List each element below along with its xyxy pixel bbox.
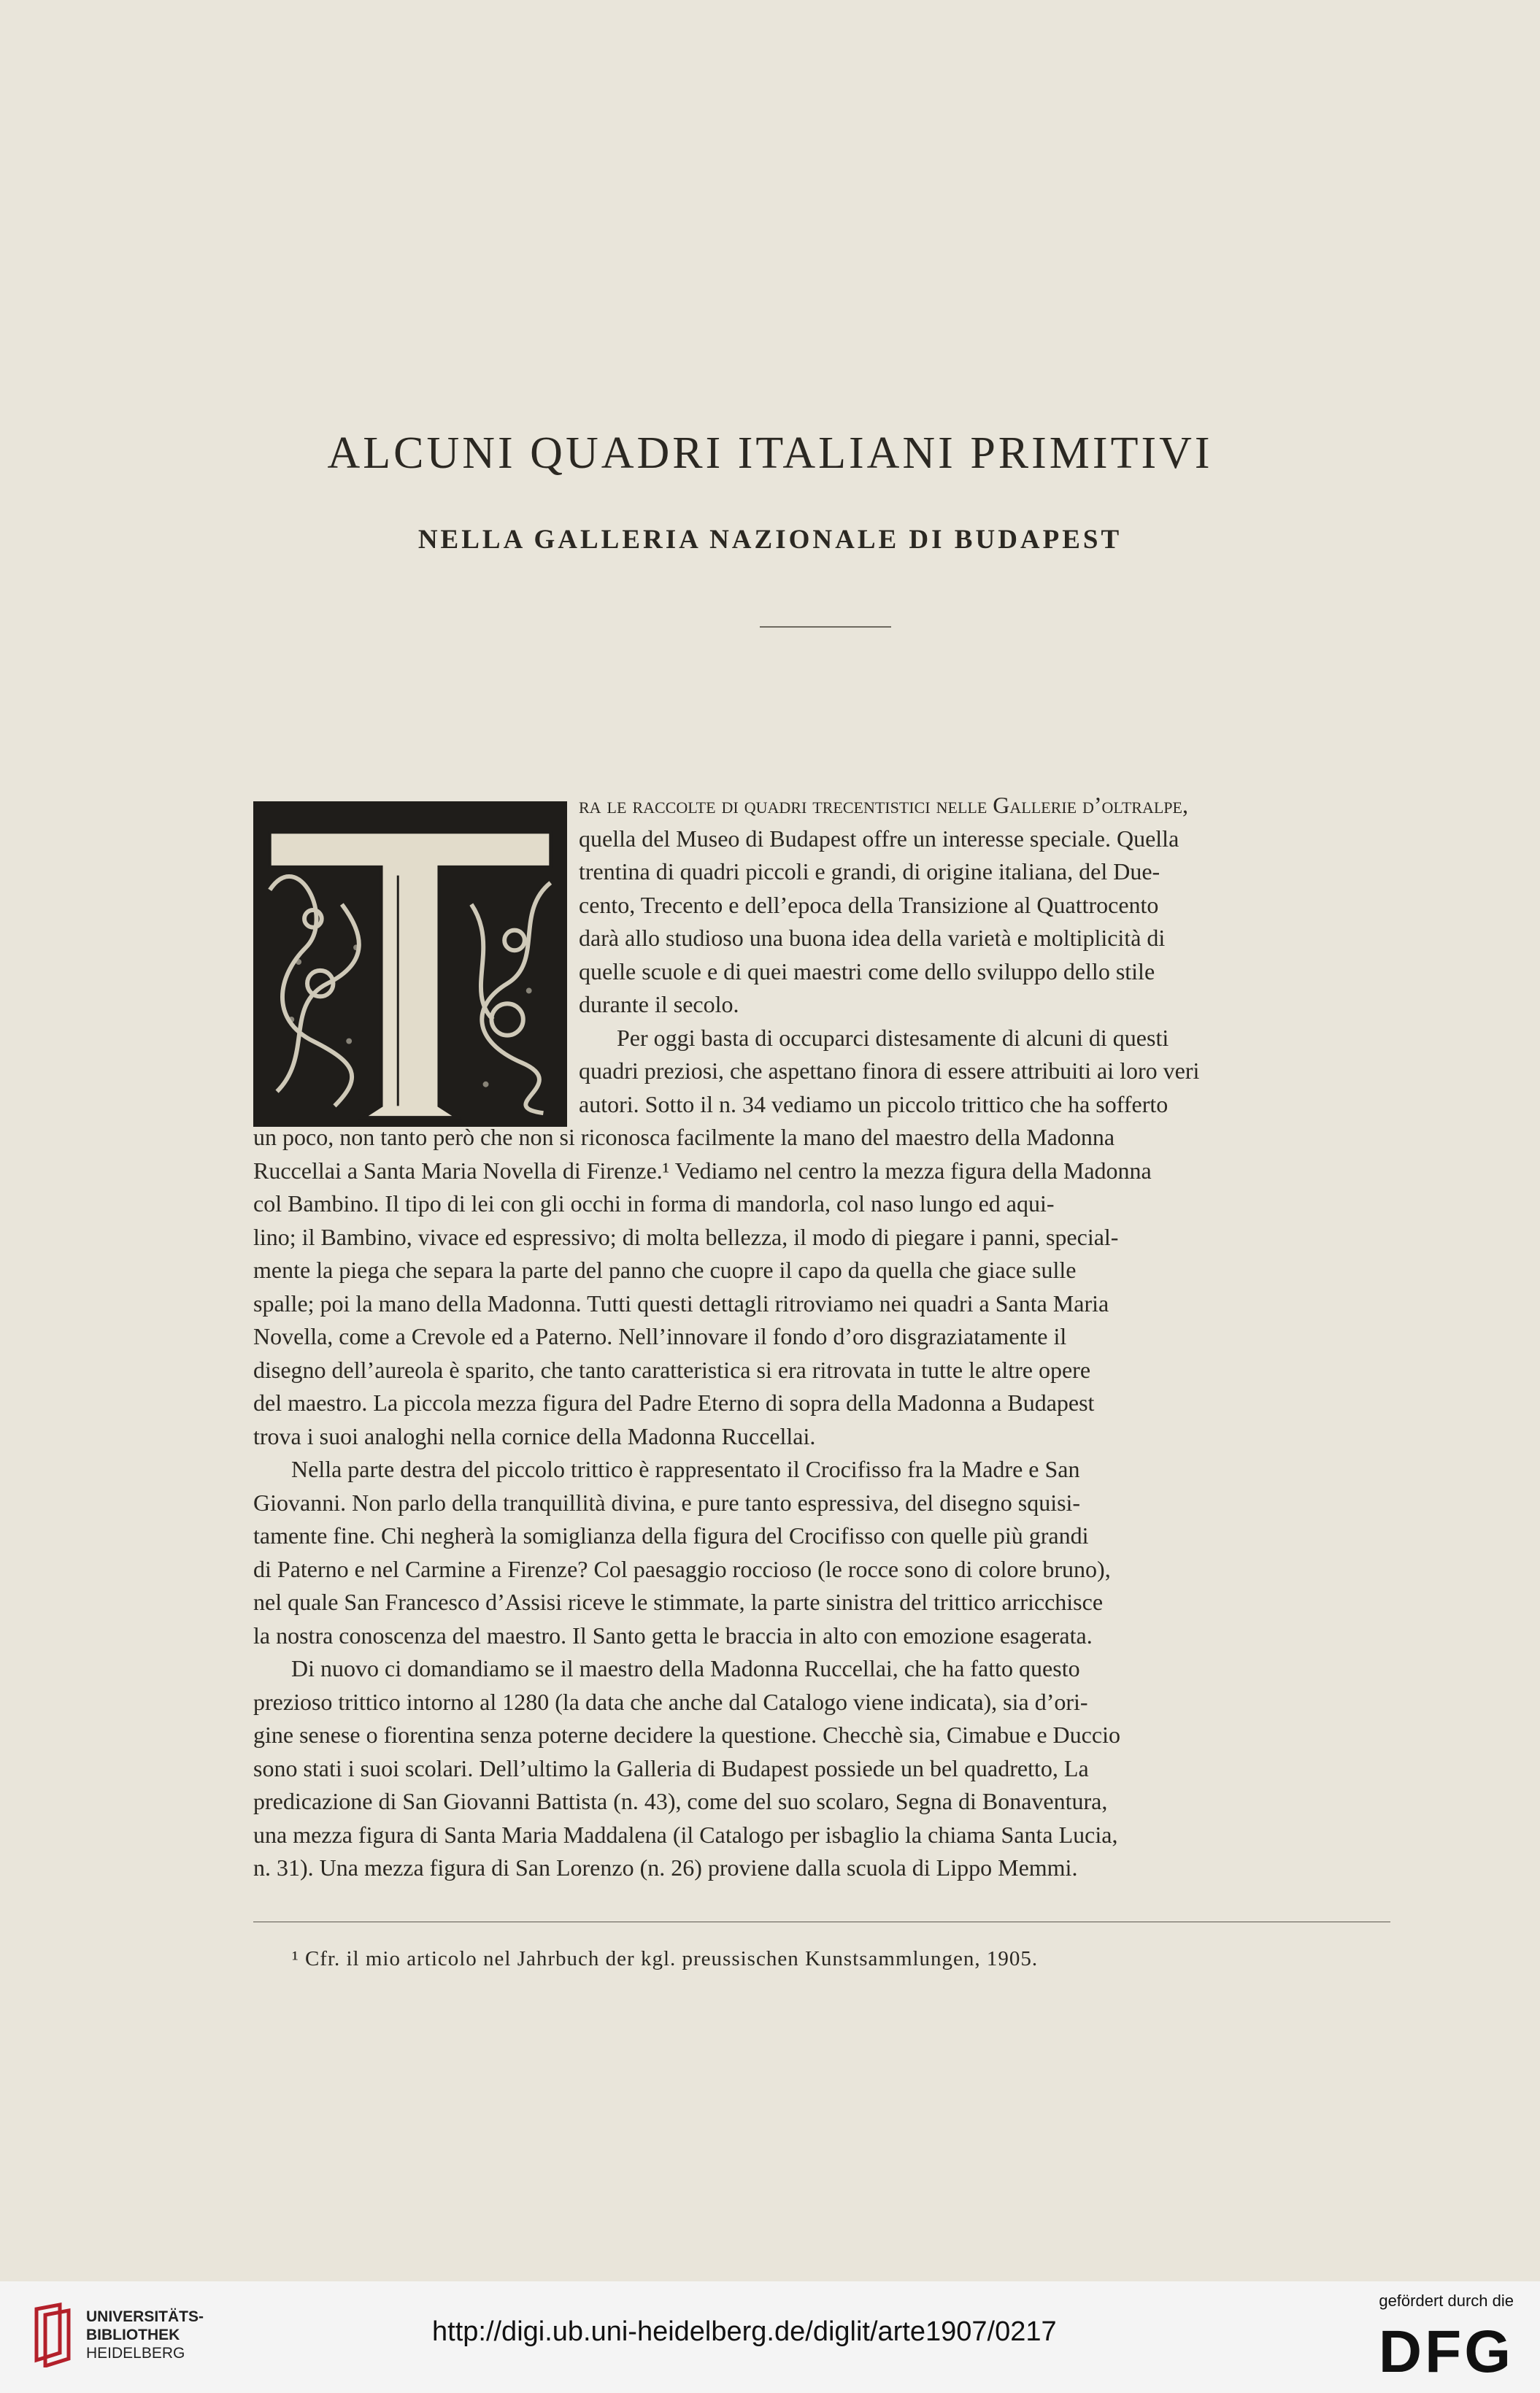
text-line: sono stati i suoi scolari. Dell’ultimo la Galleria di Budapest possiede un bel quadretto, La [253,1754,1089,1781]
text-line: darà allo studioso una buona idea della varietà e moltiplicità di [579,925,1166,951]
text-line: prezioso trittico intorno al 1280 (la data che anche dal Catalogo viene indicata), sia d’ori- [253,1688,1088,1715]
text-line: disegno dell’aureola è sparito, che tanto caratteristica si era ritrovata in tutte le altre opere [253,1356,1091,1383]
text-line: un poco, non tanto però che non si riconosca facilmente la mano del maestro della Madonna [253,1124,1115,1150]
library-logo-icon[interactable] [31,2302,76,2367]
text-line: lino; il Bambino, vivace ed espressivo; di molta bellezza, il modo di piegare i panni, special- [253,1223,1119,1250]
text-line: Giovanni. Non parlo della tranquillità divina, e pure tanto espressiva, del disegno squisi- [253,1489,1081,1516]
title-divider [760,626,891,628]
library-name-line: BIBLIOTHEK [86,2327,180,2343]
text-line: ra le raccolte di quadri trecentistici nelle Gallerie d’oltralpe, [579,792,1188,818]
text-line: spalle; poi la mano della Madonna. Tutti questi dettagli ritroviamo nei quadri a Santa Maria [253,1290,1109,1317]
text-line: n. 31). Una mezza figura di San Lorenzo (n. 26) proviene dalla scuola di Lippo Memmi. [253,1854,1078,1881]
text-line: col Bambino. Il tipo di lei con gli occhi in forma di mandorla, col naso lungo ed aqui- [253,1190,1055,1217]
text-line: Ruccellai a Santa Maria Novella di Firenze.¹ Vediamo nel centro la mezza figura della Madonna [253,1157,1152,1184]
text-line: Di nuovo ci domandiamo se il maestro della Madonna Ruccellai, che ha fatto questo [291,1655,1080,1681]
text-line: Per oggi basta di occuparci distesamente di alcuni di questi [617,1024,1169,1051]
article-subtitle: NELLA GALLERIA NAZIONALE DI BUDAPEST [417,525,1123,555]
text-line: Novella, come a Crevole ed a Paterno. Nell’innovare il fondo d’oro disgraziatamente il [253,1323,1067,1349]
text-line: quadri preziosi, che aspettano finora di essere attribuiti ai loro veri [579,1057,1200,1084]
article-title: ALCUNI QUADRI ITALIANI PRIMITIVI [327,428,1213,478]
text-line: quella del Museo di Budapest offre un interesse speciale. Quella [579,825,1179,852]
text-line: una mezza figura di Santa Maria Maddalena (il Catalogo per isbaglio la chiama Santa Lucia, [253,1821,1118,1848]
text-line: predicazione di San Giovanni Battista (n. 43), come del suo scolaro, Segna di Bonaventura, [253,1788,1108,1814]
text-line: di Paterno e nel Carmine a Firenze? Col paesaggio roccioso (le rocce sono di colore bruno), [253,1555,1111,1582]
library-name-line: UNIVERSITÄTS- [86,2308,204,2325]
text-line: Nella parte destra del piccolo trittico è rappresentato il Crocifisso fra la Madre e San [291,1456,1080,1482]
text-line: mente la piega che separa la parte del panno che cuopre il capo da quella che giace sulle [253,1257,1077,1283]
library-name-line: HEIDELBERG [86,2345,185,2362]
text-line: tamente fine. Chi negherà la somiglianza della figura del Crocifisso con quelle più grandi [253,1522,1089,1549]
text-line: quelle scuole e di quei maestri come dello sviluppo dello stile [579,957,1155,984]
text-line: trentina di quadri piccoli e grandi, di origine italiana, del Due- [579,858,1160,885]
dfg-logo[interactable]: DFG [1378,2319,1514,2385]
text-line: del maestro. La piccola mezza figura del Padre Eterno di sopra della Madonna a Budapest [253,1390,1095,1416]
text-line: durante il secolo. [579,991,739,1017]
text-line: autori. Sotto il n. 34 vediamo un piccolo trittico che ha sofferto [579,1090,1169,1117]
text-line: cento, Trecento e dell’epoca della Transizione al Quattrocento [579,891,1159,918]
text-line: trova i suoi analoghi nella cornice della Madonna Ruccellai. [253,1422,816,1449]
article-body [253,789,1390,1885]
text-line: la nostra conoscenza del maestro. Il Santo getta le braccia in alto con emozione esagerata. [253,1622,1093,1649]
library-name [86,2308,204,2362]
text-line: nel quale San Francesco d’Assisi riceve le stimmate, la parte sinistra del trittico arricchisce [253,1589,1104,1615]
funding-caption: gefördert durch die [1379,2292,1514,2310]
source-url-link[interactable]: http://digi.ub.uni-heidelberg.de/diglit/arte1907/0217 [432,2316,1057,2347]
footnote: ¹ Cfr. il mio articolo nel Jahrbuch der kgl. preussischen Kunstsammlungen, 1905. [292,1947,1039,1970]
digitization-footer [0,2281,1540,2393]
text-line: gine senese o fiorentina senza poterne decidere la questione. Checchè sia, Cimabue e Duccio [253,1722,1120,1748]
